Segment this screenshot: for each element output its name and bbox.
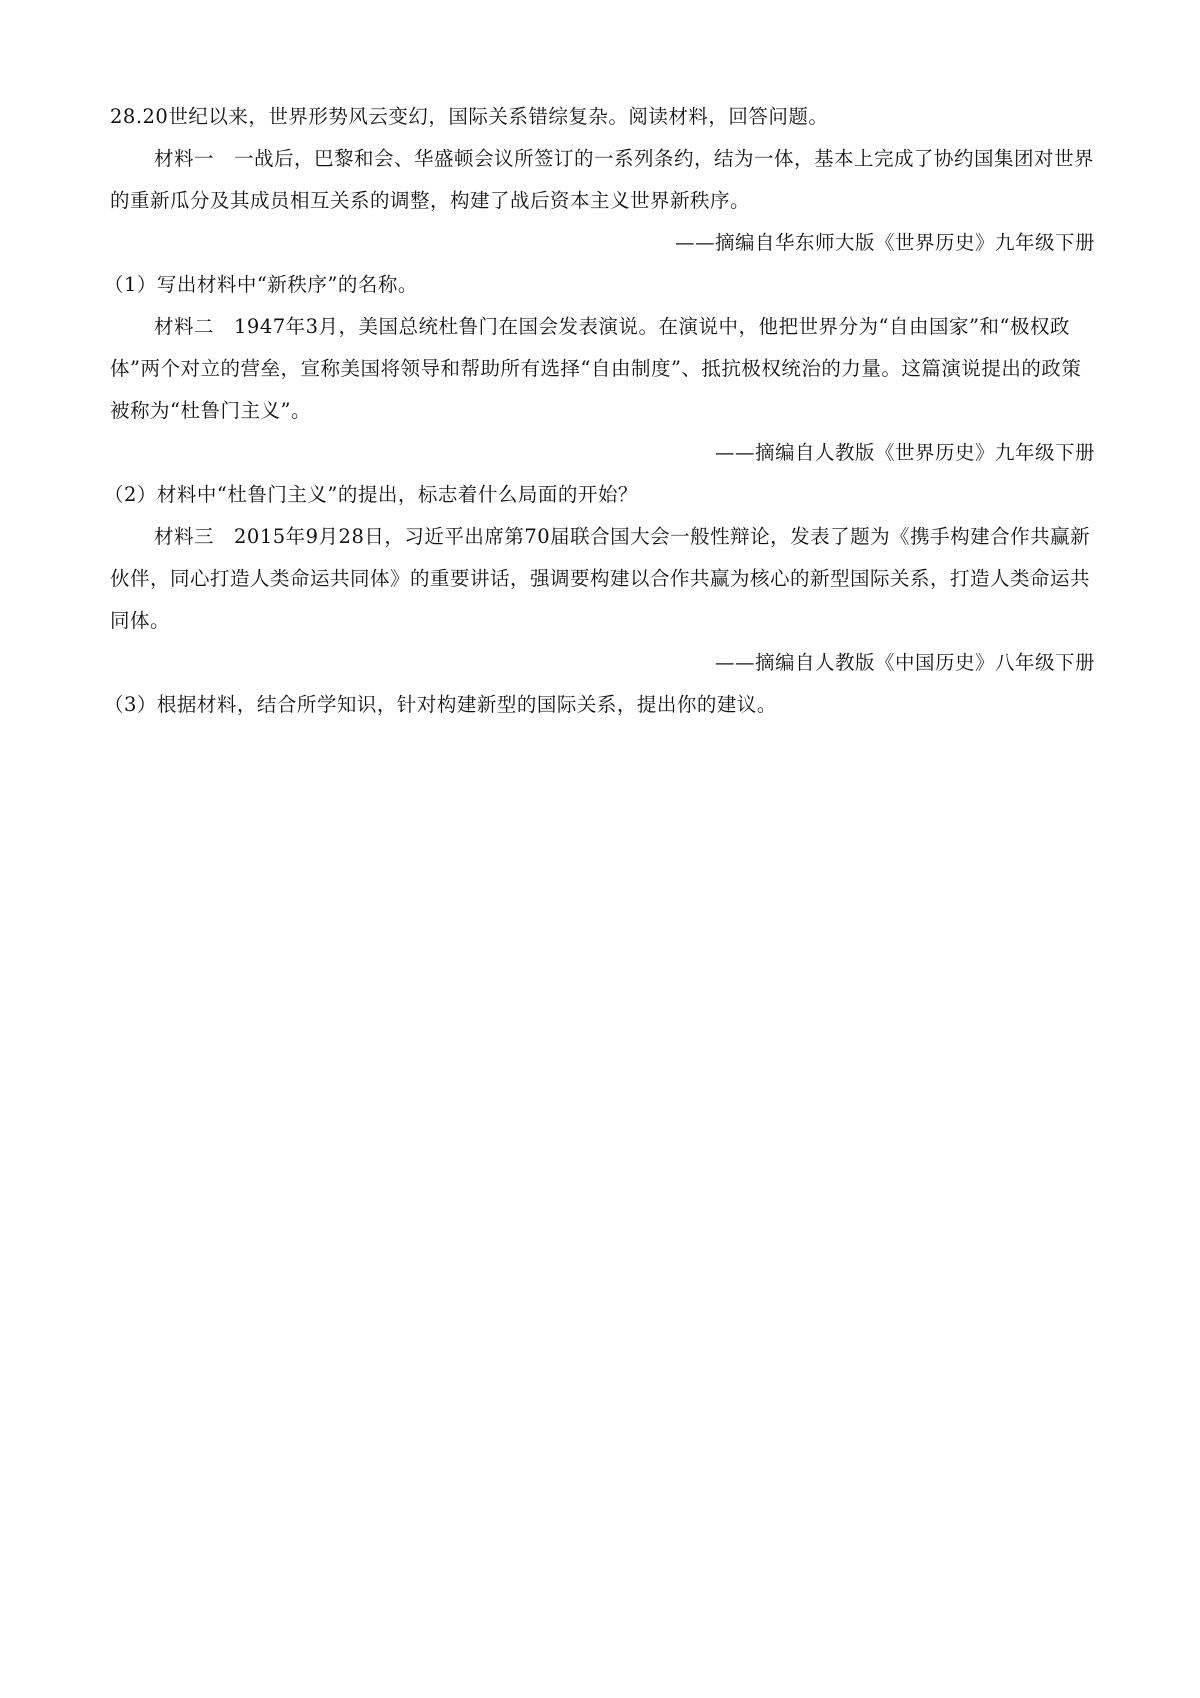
question-block	[104, 96, 1095, 726]
material-two-text: 材料二 1947年3月，美国总统杜鲁门在国会发表演说。在演说中，他把世界分为“自由国家”和“极权政体”两个对立的营垒，宣称美国将领导和帮助所有选择“自由制度”、抵抗极权统治的力量。这篇演说提出的政策被称为“杜鲁门主义”。	[110, 315, 1082, 422]
material-one-text: 材料一 一战后，巴黎和会、华盛顿会议所签订的一系列条约，结为一体，基本上完成了协约国集团对世界的重新瓜分及其成员相互关系的调整，构建了战后资本主义世界新秩序。	[110, 147, 1095, 212]
material-two-source: ——摘编自人教版《世界历史》九年级下册	[714, 441, 1095, 464]
material-three-text: 材料三 2015年9月28日，习近平出席第70届联合国大会一般性辩论，发表了题为《携手构建合作共赢新伙伴，同心打造人类命运共同体》的重要讲话，强调要构建以合作共赢为核心的新型国际关系，打造人类命运共同体。	[110, 525, 1091, 632]
sub-question-1: （1）写出材料中“新秩序”的名称。	[104, 273, 418, 296]
material-three-source: ——摘编自人教版《中国历史》八年级下册	[714, 651, 1095, 674]
sub-question-3: （3）根据材料，结合所学知识，针对构建新型的国际关系，提出你的建议。	[104, 693, 777, 716]
sub-question-2: （2）材料中“杜鲁门主义”的提出，标志着什么局面的开始？	[104, 483, 638, 506]
material-one-source: ——摘编自华东师大版《世界历史》九年级下册	[674, 231, 1095, 254]
question-title: 28.20世纪以来，世界形势风云变幻，国际关系错综复杂。阅读材料，回答问题。	[110, 105, 829, 128]
